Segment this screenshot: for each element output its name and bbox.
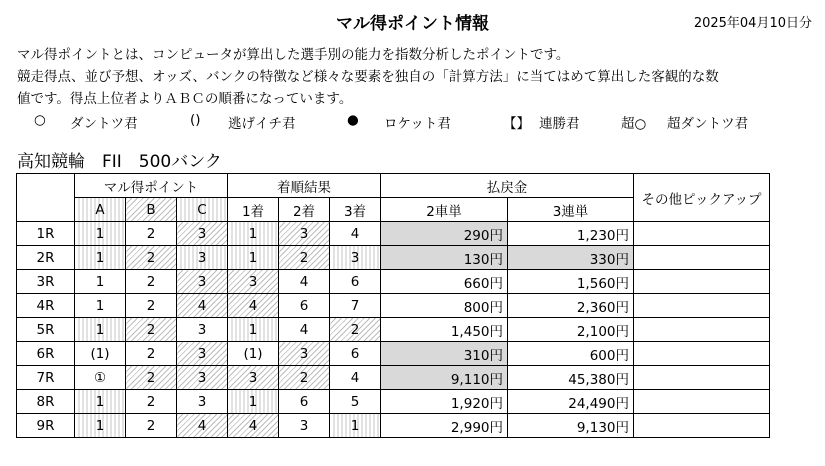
description-line: マル得ポイントとは、コンピュータが算出した選手別の能力を指数分析したポイントです。 [17,47,570,63]
race-cell: 1R [17,222,75,246]
other-pickup-cell [634,270,770,294]
point-c-cell: 3 [177,342,228,366]
race-cell: 6R [17,342,75,366]
second-cell: 2 [279,246,330,270]
point-a-cell: 1 [75,390,126,414]
exacta-cell: 130円 [381,246,508,270]
other-pickup-cell [634,318,770,342]
legend-symbol-rocket: ● [347,112,359,128]
exacta-cell: 660円 [381,270,508,294]
description-line: 競走得点、並び予想、オッズ、バンクの特徴など様々な要素を独自の「計算方法」に当てはめて算出した客観的な数 [17,69,719,85]
result-header: 着順結果 [228,174,381,198]
point-a-cell: 1 [75,222,126,246]
exacta-cell: 1,920円 [381,390,508,414]
point-b-cell: 2 [126,318,177,342]
second-cell: 3 [279,414,330,438]
third-cell: 4 [330,222,381,246]
trifecta-cell: 9,130円 [508,414,634,438]
third-cell: 6 [330,342,381,366]
table-row [17,318,770,342]
table-row [17,294,770,318]
first-cell: 1 [228,318,279,342]
other-pickup-cell [634,342,770,366]
legend-label-dantotsu: ダントツ君 [70,116,138,132]
trifecta-cell: 2,100円 [508,318,634,342]
first-cell: 1 [228,390,279,414]
third-cell: 1 [330,414,381,438]
third-cell: 7 [330,294,381,318]
legend-label-super-dantotsu: 超ダントツ君 [667,116,749,132]
table-row [17,390,770,414]
trifecta-cell: 600円 [508,342,634,366]
third-cell: 3 [330,246,381,270]
payout-header: 払戻金 [381,174,634,198]
legend-label-nigeichi: 逃げイチ君 [228,116,296,132]
description-line: 値です。得点上位者よりＡＢＣの順番になっています。 [17,91,353,107]
second-cell: 2 [279,366,330,390]
table-row [17,222,770,246]
race-cell: 2R [17,246,75,270]
first-cell: 4 [228,414,279,438]
point-b-cell: 2 [126,366,177,390]
trifecta-cell: 1,230円 [508,222,634,246]
point-b-cell: 2 [126,222,177,246]
point-c-cell: 3 [177,222,228,246]
point-c-cell: 4 [177,294,228,318]
col-third-header: 3着 [330,198,381,222]
first-cell: 1 [228,246,279,270]
legend-symbol-nigeichi: () [190,112,201,128]
first-cell: 3 [228,366,279,390]
exacta-cell: 290円 [381,222,508,246]
race-cell: 4R [17,294,75,318]
trifecta-cell: 24,490円 [508,390,634,414]
point-a-cell: (1) [75,342,126,366]
table-row [17,246,770,270]
trifecta-cell: 2,360円 [508,294,634,318]
col-exacta-header: 2車単 [381,198,508,222]
other-pickup-header: その他ピックアップ [634,174,770,222]
other-pickup-cell [634,294,770,318]
trifecta-cell: 1,560円 [508,270,634,294]
point-a-cell: 1 [75,318,126,342]
first-cell: 4 [228,294,279,318]
point-a-cell: ① [75,366,126,390]
other-pickup-cell [634,222,770,246]
legend-symbol-super-dantotsu: 超○ [621,116,647,132]
race-cell: 7R [17,366,75,390]
exacta-cell: 800円 [381,294,508,318]
point-a-cell: 1 [75,246,126,270]
results-table [16,173,770,438]
exacta-cell: 9,110円 [381,366,508,390]
legend-symbol-renshou: 【】 [503,116,530,132]
point-b-cell: 2 [126,246,177,270]
table-row [17,414,770,438]
legend-symbol-dantotsu: ○ [34,112,46,128]
third-cell: 6 [330,270,381,294]
third-cell: 5 [330,390,381,414]
third-cell: 4 [330,366,381,390]
other-pickup-cell [634,246,770,270]
point-b-cell: 2 [126,342,177,366]
page-title: マル得ポイント情報 [336,14,489,34]
col-c-header: C [177,198,228,222]
points-header: マル得ポイント [75,174,228,198]
race-header [17,174,75,222]
third-cell: 2 [330,318,381,342]
other-pickup-cell [634,390,770,414]
report-date: 2025年04月10日分 [693,16,812,31]
col-second-header: 2着 [279,198,330,222]
description [17,44,807,110]
exacta-cell: 1,450円 [381,318,508,342]
point-a-cell: 1 [75,270,126,294]
trifecta-cell: 45,380円 [508,366,634,390]
point-c-cell: 3 [177,270,228,294]
point-b-cell: 2 [126,294,177,318]
first-cell: (1) [228,342,279,366]
second-cell: 6 [279,294,330,318]
exacta-cell: 310円 [381,342,508,366]
table-row [17,342,770,366]
point-b-cell: 2 [126,414,177,438]
legend-label-rocket: ロケット君 [384,116,451,132]
second-cell: 4 [279,270,330,294]
venue-heading: 高知競輪 FII 500バンク [17,152,222,172]
legend-label-renshou: 連勝君 [539,116,580,132]
second-cell: 3 [279,342,330,366]
col-trifecta-header: 3連単 [508,198,634,222]
point-a-cell: 1 [75,414,126,438]
point-a-cell: 1 [75,294,126,318]
point-b-cell: 2 [126,270,177,294]
first-cell: 3 [228,270,279,294]
race-cell: 8R [17,390,75,414]
table-row [17,270,770,294]
point-b-cell: 2 [126,390,177,414]
other-pickup-cell [634,414,770,438]
race-cell: 5R [17,318,75,342]
point-c-cell: 4 [177,414,228,438]
group-header-row [17,174,770,198]
col-a-header: A [75,198,126,222]
col-first-header: 1着 [228,198,279,222]
second-cell: 4 [279,318,330,342]
second-cell: 3 [279,222,330,246]
second-cell: 6 [279,390,330,414]
first-cell: 1 [228,222,279,246]
trifecta-cell: 330円 [508,246,634,270]
col-b-header: B [126,198,177,222]
table-row [17,366,770,390]
other-pickup-cell [634,366,770,390]
point-c-cell: 3 [177,390,228,414]
race-cell: 3R [17,270,75,294]
point-c-cell: 3 [177,366,228,390]
exacta-cell: 2,990円 [381,414,508,438]
race-cell: 9R [17,414,75,438]
point-c-cell: 3 [177,318,228,342]
point-c-cell: 3 [177,246,228,270]
